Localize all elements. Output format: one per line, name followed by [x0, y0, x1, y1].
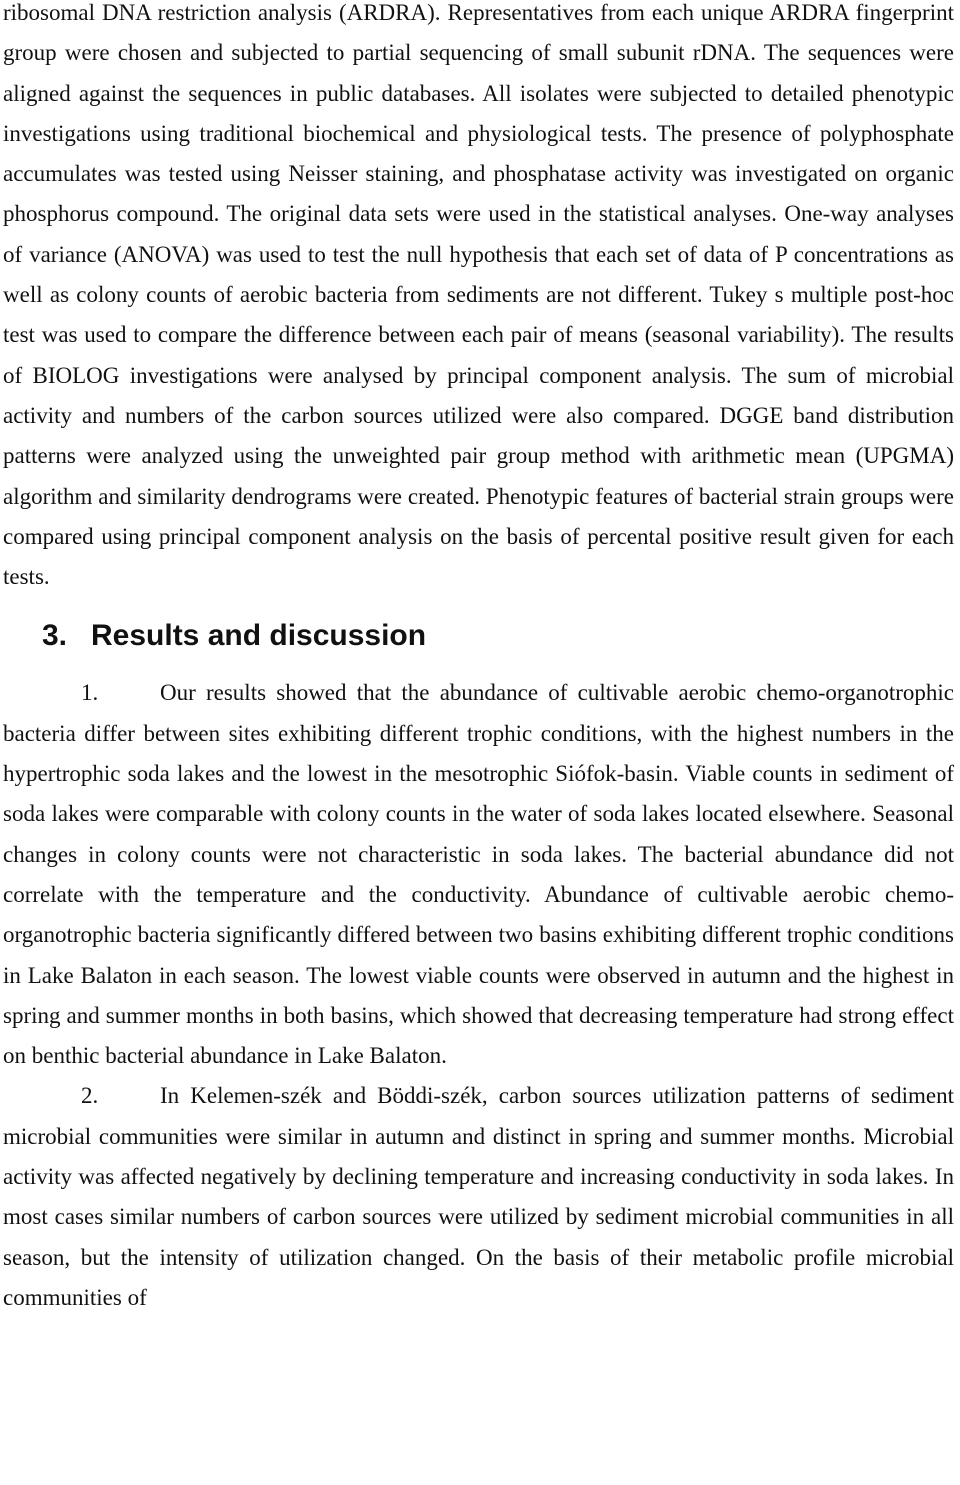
result-item-1-number: 1. — [81, 680, 99, 706]
result-item-2 — [3, 1076, 954, 1318]
section-title: Results and discussion — [91, 619, 427, 653]
document-page — [3, 0, 954, 1318]
section-heading — [3, 615, 954, 657]
result-item-2-text: In Kelemen-szék and Böddi-szék, carbon sources utilization patterns of sediment microbial communities were similar in autumn and distinct in spring and summer months. Microbial activity was affected negatively by declining temperature and increasing conductivity in soda lakes. In most cases similar numbers of carbon sources were utilized by sediment microbial communities in all season, but the intensity of utilization changed. On the basis of their metabolic profile microbial communities of — [3, 1083, 954, 1310]
result-item-2-number: 2. — [81, 1083, 99, 1109]
result-item-1 — [3, 673, 954, 1076]
result-item-1-text: Our results showed that the abundance of cultivable aerobic chemo-organotrophic bacteria differ between sites exhibiting different trophic conditions, with the highest numbers in the hypertrophic soda lakes and the lowest in the mesotrophic Siófok-basin. Viable counts in sediment of soda lakes were comparable with colony counts in the water of soda lakes located elsewhere. Seasonal changes in colony counts were not characteristic in soda lakes. The bacterial abundance did not correlate with the temperature and the conductivity. Abundance of cultivable aerobic chemo-organotrophic bacteria significantly differed between two basins exhibiting different trophic conditions in Lake Balaton in each season. The lowest viable counts were observed in autumn and the highest in spring and summer months in both basins, which showed that decreasing temperature had strong effect on benthic bacterial abundance in Lake Balaton. — [3, 680, 954, 1069]
section-number: 3. — [42, 619, 68, 653]
methods-paragraph: ribosomal DNA restriction analysis (ARDRA). Representatives from each unique ARDRA fingerprint group were chosen and subjected to partial sequencing of small subunit rDNA. The sequences were aligned against the sequences in public databases. All isolates were subjected to detailed phenotypic investigations using traditional biochemical and physiological tests. The presence of polyphosphate accumulates was tested using Neisser staining, and phosphatase activity was investigated on organic phosphorus compound. The original data sets were used in the statistical analyses. One-way analyses of variance (ANOVA) was used to test the null hypothesis that each set of data of P concentrations as well as colony counts of aerobic bacteria from sediments are not different. Tukey s multiple post-hoc test was used to compare the difference between each pair of means (seasonal variability). The results of BIOLOG investigations were analysed by principal component analysis. The sum of microbial activity and numbers of the carbon sources utilized were also compared. DGGE band distribution patterns were analyzed using the unweighted pair group method with arithmetic mean (UPGMA) algorithm and similarity dendrograms were created. Phenotypic features of bacterial strain groups were compared using principal component analysis on the basis of percental positive result given for each tests. — [3, 0, 954, 590]
